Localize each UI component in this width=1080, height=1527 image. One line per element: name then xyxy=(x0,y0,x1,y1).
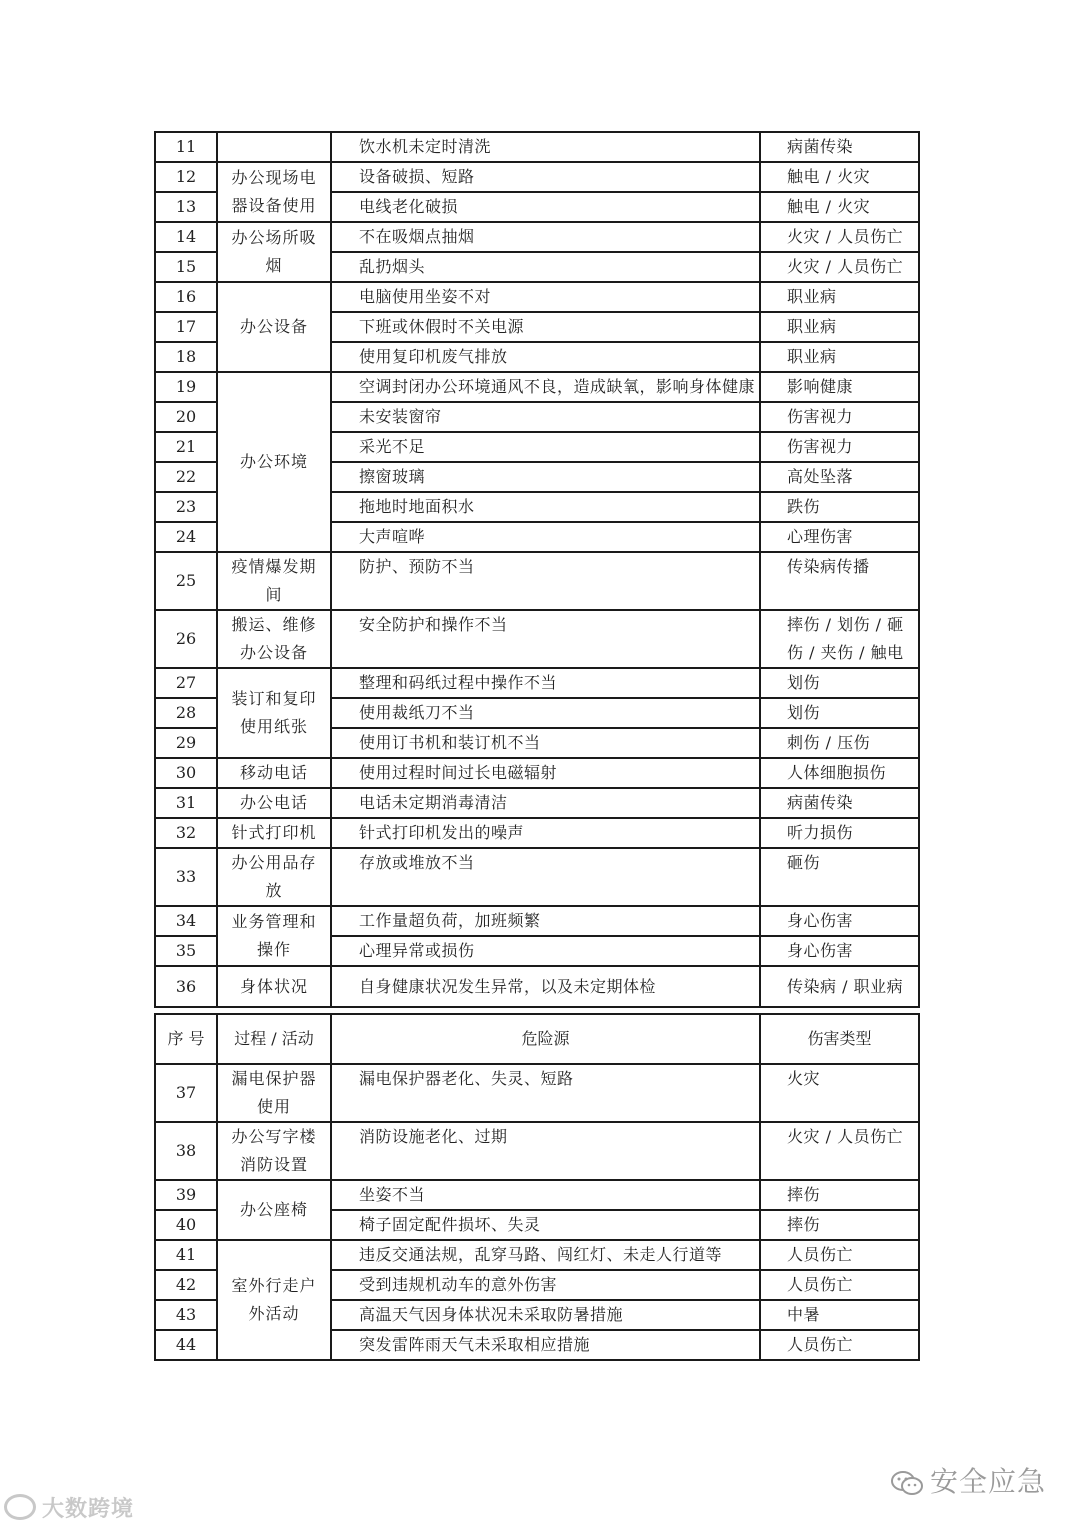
wechat-icon xyxy=(890,1469,924,1497)
row-hazard: 工作量超负荷，加班频繁 xyxy=(331,906,760,936)
row-number: 17 xyxy=(155,312,217,342)
row-activity: 办公电话 xyxy=(217,788,331,818)
row-activity: 办公设备 xyxy=(217,282,331,372)
row-hazard: 擦窗玻璃 xyxy=(331,462,760,492)
row-harm: 摔伤 xyxy=(760,1210,919,1240)
row-harm: 人员伤亡 xyxy=(760,1240,919,1270)
row-hazard: 违反交通法规，乱穿马路、闯红灯、未走人行道等 xyxy=(331,1240,760,1270)
row-harm: 听力损伤 xyxy=(760,818,919,848)
row-harm: 划伤 xyxy=(760,668,919,698)
row-harm: 砸伤 xyxy=(760,848,919,906)
row-hazard: 空调封闭办公环境通风不良，造成缺氧，影响身体健康 xyxy=(331,372,760,402)
row-number: 41 xyxy=(155,1240,217,1270)
row-number: 20 xyxy=(155,402,217,432)
table-row xyxy=(155,610,919,668)
row-number: 43 xyxy=(155,1300,217,1330)
hazard-table-body-part2 xyxy=(155,1064,919,1360)
row-number: 24 xyxy=(155,522,217,552)
row-hazard: 针式打印机发出的噪声 xyxy=(331,818,760,848)
row-activity: 装订和复印使用纸张 xyxy=(217,668,331,758)
row-number: 36 xyxy=(155,966,217,1007)
row-activity xyxy=(217,132,331,162)
row-hazard: 消防设施老化、过期 xyxy=(331,1122,760,1180)
row-number: 27 xyxy=(155,668,217,698)
row-hazard: 整理和码纸过程中操作不当 xyxy=(331,668,760,698)
watermark-right xyxy=(890,1460,1046,1500)
row-hazard: 不在吸烟点抽烟 xyxy=(331,222,760,252)
row-number: 16 xyxy=(155,282,217,312)
row-activity: 针式打印机 xyxy=(217,818,331,848)
header-hazard: 危险源 xyxy=(331,1014,760,1064)
row-hazard: 受到违规机动车的意外伤害 xyxy=(331,1270,760,1300)
row-hazard: 电脑使用坐姿不对 xyxy=(331,282,760,312)
watermark-left-text: 大数跨境 xyxy=(42,1497,135,1522)
row-hazard: 防护、预防不当 xyxy=(331,552,760,610)
row-number: 22 xyxy=(155,462,217,492)
row-number: 25 xyxy=(155,552,217,610)
row-number: 15 xyxy=(155,252,217,282)
row-activity: 疫情爆发期间 xyxy=(217,552,331,610)
table-row xyxy=(155,788,919,818)
row-number: 44 xyxy=(155,1330,217,1360)
row-number: 14 xyxy=(155,222,217,252)
row-hazard: 乱扔烟头 xyxy=(331,252,760,282)
row-harm: 伤害视力 xyxy=(760,402,919,432)
row-number: 11 xyxy=(155,132,217,162)
row-harm: 人员伤亡 xyxy=(760,1330,919,1360)
row-number: 35 xyxy=(155,936,217,966)
row-hazard: 自身健康状况发生异常，以及未定期体检 xyxy=(331,966,760,1007)
row-hazard: 电话未定期消毒清洁 xyxy=(331,788,760,818)
row-harm: 火灾 / 人员伤亡 xyxy=(760,252,919,282)
row-hazard: 饮水机未定时清洗 xyxy=(331,132,760,162)
row-number: 42 xyxy=(155,1270,217,1300)
row-harm: 划伤 xyxy=(760,698,919,728)
row-harm: 病菌传染 xyxy=(760,132,919,162)
row-number: 12 xyxy=(155,162,217,192)
row-activity: 室外行走户外活动 xyxy=(217,1240,331,1360)
row-harm: 火灾 / 人员伤亡 xyxy=(760,222,919,252)
row-hazard: 突发雷阵雨天气未采取相应措施 xyxy=(331,1330,760,1360)
row-number: 32 xyxy=(155,818,217,848)
row-hazard: 使用过程时间过长电磁辐射 xyxy=(331,758,760,788)
row-number: 38 xyxy=(155,1122,217,1180)
row-activity: 办公座椅 xyxy=(217,1180,331,1240)
row-harm: 身心伤害 xyxy=(760,906,919,936)
row-hazard: 漏电保护器老化、失灵、短路 xyxy=(331,1064,760,1122)
row-number: 23 xyxy=(155,492,217,522)
row-hazard: 安全防护和操作不当 xyxy=(331,610,760,668)
watermark-right-text: 安全应急 xyxy=(929,1465,1046,1498)
row-harm: 触电 / 火灾 xyxy=(760,162,919,192)
row-hazard: 高温天气因身体状况未采取防暑措施 xyxy=(331,1300,760,1330)
row-harm: 传染病 / 职业病 xyxy=(760,966,919,1007)
row-harm: 职业病 xyxy=(760,342,919,372)
table-row xyxy=(155,372,919,402)
row-harm: 火灾 / 人员伤亡 xyxy=(760,1122,919,1180)
row-hazard: 下班或休假时不关电源 xyxy=(331,312,760,342)
row-number: 37 xyxy=(155,1064,217,1122)
row-number: 40 xyxy=(155,1210,217,1240)
row-number: 28 xyxy=(155,698,217,728)
row-number: 31 xyxy=(155,788,217,818)
row-harm: 触电 / 火灾 xyxy=(760,192,919,222)
row-harm: 摔伤 / 划伤 / 砸伤 / 夹伤 / 触电 xyxy=(760,610,919,668)
table-row xyxy=(155,966,919,1007)
row-harm: 传染病传播 xyxy=(760,552,919,610)
row-hazard: 未安装窗帘 xyxy=(331,402,760,432)
row-activity: 办公写字楼消防设置 xyxy=(217,1122,331,1180)
table-row xyxy=(155,552,919,610)
hazard-table-separator xyxy=(155,1007,919,1014)
row-number: 13 xyxy=(155,192,217,222)
row-harm: 影响健康 xyxy=(760,372,919,402)
row-hazard: 坐姿不当 xyxy=(331,1180,760,1210)
row-number: 19 xyxy=(155,372,217,402)
row-harm: 伤害视力 xyxy=(760,432,919,462)
row-hazard: 心理异常或损伤 xyxy=(331,936,760,966)
row-harm: 病菌传染 xyxy=(760,788,919,818)
row-activity: 办公用品存放 xyxy=(217,848,331,906)
row-hazard: 采光不足 xyxy=(331,432,760,462)
row-number: 18 xyxy=(155,342,217,372)
row-hazard: 设备破损、短路 xyxy=(331,162,760,192)
row-activity: 搬运、维修办公设备 xyxy=(217,610,331,668)
table-row xyxy=(155,282,919,312)
table-row xyxy=(155,1064,919,1122)
row-activity: 身体状况 xyxy=(217,966,331,1007)
row-harm: 跌伤 xyxy=(760,492,919,522)
row-harm: 职业病 xyxy=(760,282,919,312)
row-hazard: 使用裁纸刀不当 xyxy=(331,698,760,728)
hazard-table-header xyxy=(155,1014,919,1064)
row-activity: 移动电话 xyxy=(217,758,331,788)
row-hazard: 使用复印机废气排放 xyxy=(331,342,760,372)
hazard-table xyxy=(154,131,920,1361)
row-hazard: 椅子固定配件损坏、失灵 xyxy=(331,1210,760,1240)
header-no: 序 号 xyxy=(155,1014,217,1064)
table-row xyxy=(155,132,919,162)
row-activity: 办公环境 xyxy=(217,372,331,552)
row-hazard: 使用订书机和装订机不当 xyxy=(331,728,760,758)
table-row xyxy=(155,222,919,252)
row-harm: 职业病 xyxy=(760,312,919,342)
row-number: 39 xyxy=(155,1180,217,1210)
table-row xyxy=(155,1180,919,1210)
row-number: 21 xyxy=(155,432,217,462)
brand-logo-icon xyxy=(4,1494,36,1520)
row-harm: 人员伤亡 xyxy=(760,1270,919,1300)
row-number: 33 xyxy=(155,848,217,906)
row-harm: 火灾 xyxy=(760,1064,919,1122)
watermark-left xyxy=(4,1492,134,1523)
table-row xyxy=(155,162,919,192)
table-row xyxy=(155,848,919,906)
row-activity: 漏电保护器使用 xyxy=(217,1064,331,1122)
table-row xyxy=(155,668,919,698)
row-number: 34 xyxy=(155,906,217,936)
row-number: 30 xyxy=(155,758,217,788)
row-harm: 中暑 xyxy=(760,1300,919,1330)
hazard-table-body-part1 xyxy=(155,132,919,1007)
row-harm: 刺伤 / 压伤 xyxy=(760,728,919,758)
row-harm: 人体细胞损伤 xyxy=(760,758,919,788)
row-activity: 办公场所吸烟 xyxy=(217,222,331,282)
row-harm: 摔伤 xyxy=(760,1180,919,1210)
row-activity: 业务管理和操作 xyxy=(217,906,331,966)
header-activity: 过程 / 活动 xyxy=(217,1014,331,1064)
row-harm: 高处坠落 xyxy=(760,462,919,492)
row-number: 29 xyxy=(155,728,217,758)
table-row xyxy=(155,818,919,848)
header-harm: 伤害类型 xyxy=(760,1014,919,1064)
table-row xyxy=(155,758,919,788)
row-activity: 办公现场电器设备使用 xyxy=(217,162,331,222)
table-row xyxy=(155,1122,919,1180)
row-hazard: 电线老化破损 xyxy=(331,192,760,222)
row-number: 26 xyxy=(155,610,217,668)
row-harm: 身心伤害 xyxy=(760,936,919,966)
row-hazard: 存放或堆放不当 xyxy=(331,848,760,906)
row-hazard: 大声喧哗 xyxy=(331,522,760,552)
table-row xyxy=(155,906,919,936)
row-harm: 心理伤害 xyxy=(760,522,919,552)
table-row xyxy=(155,1240,919,1270)
row-hazard: 拖地时地面积水 xyxy=(331,492,760,522)
